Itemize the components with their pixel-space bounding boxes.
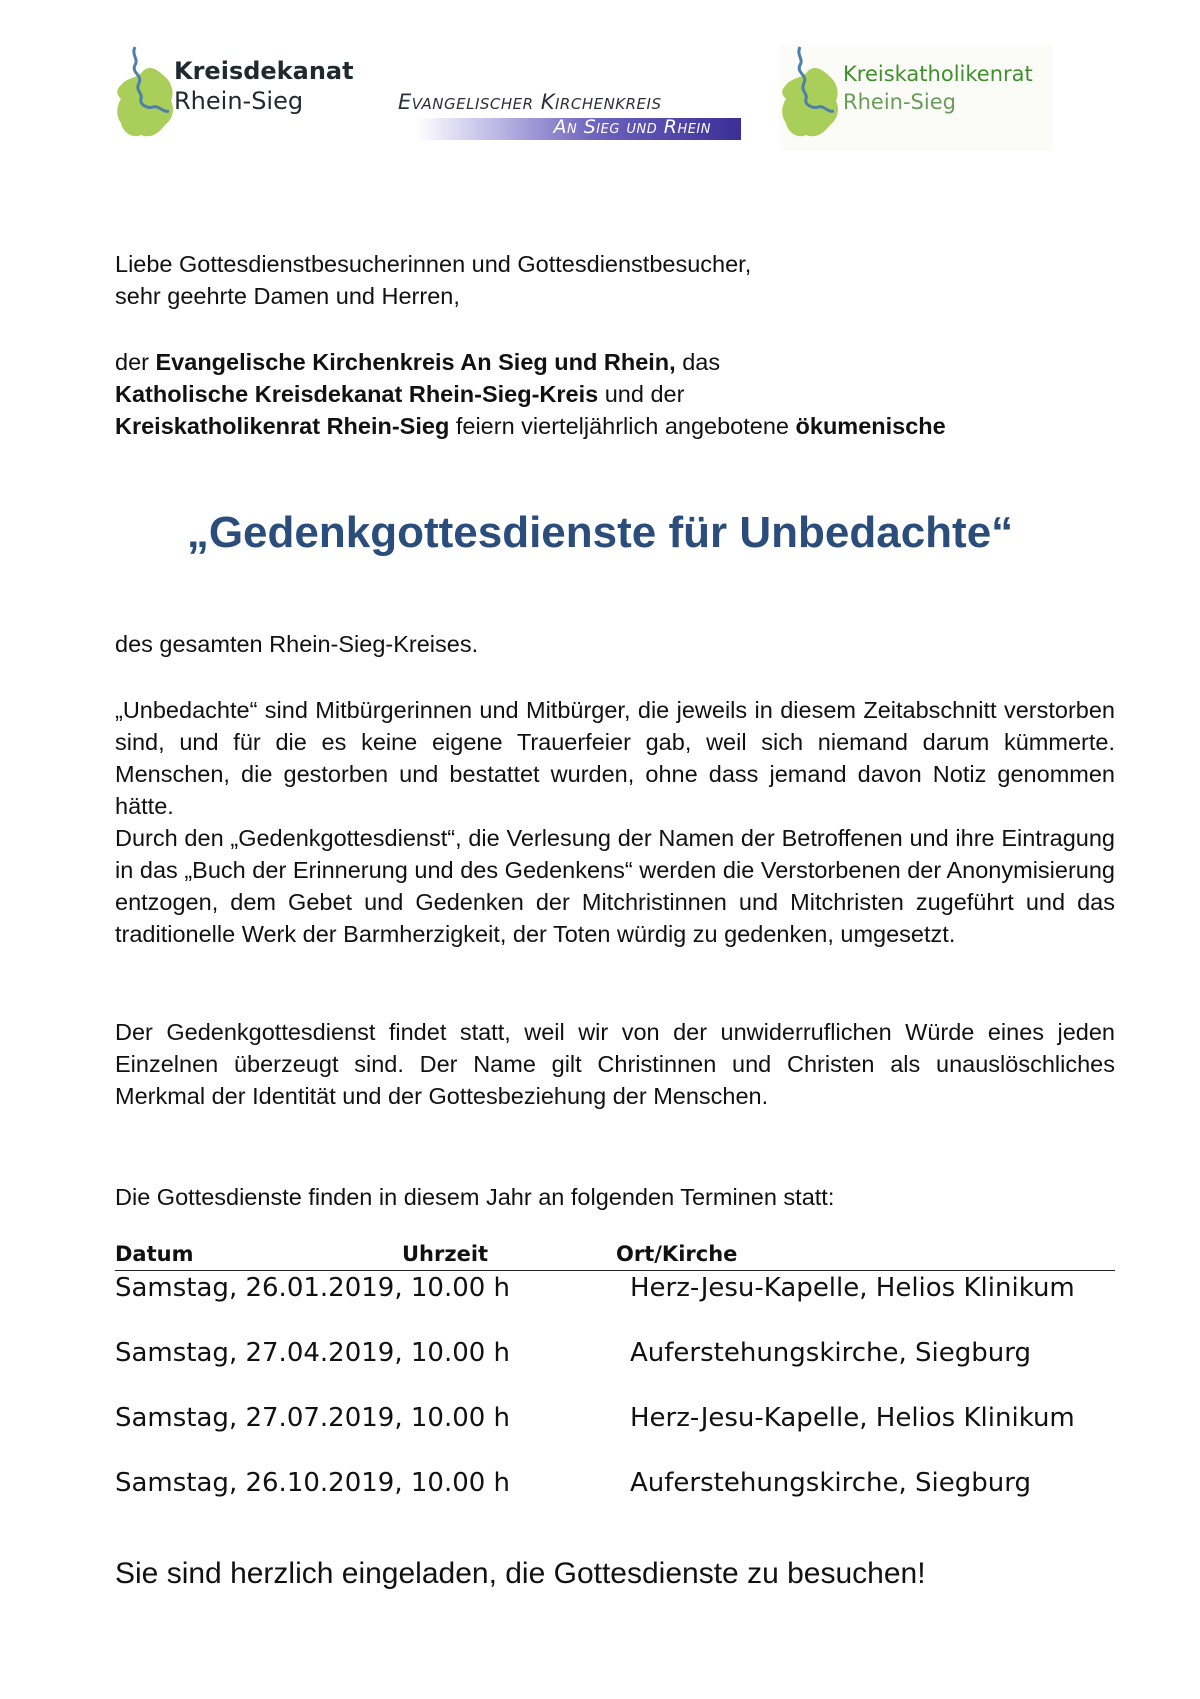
intro-bold-oekumenische: ökumenische — [795, 413, 946, 439]
region-map-icon — [780, 45, 846, 150]
service-place: Herz-Jesu-Kapelle, Helios Klinikum — [630, 1403, 1075, 1433]
service-place: Herz-Jesu-Kapelle, Helios Klinikum — [630, 1273, 1075, 1303]
table-row — [115, 1336, 1115, 1401]
kreisdekanat-name-line1: Kreisdekanat — [174, 57, 354, 85]
service-place: Auferstehungskirche, Siegburg — [630, 1338, 1031, 1368]
kirchenkreis-logo — [398, 88, 743, 144]
intro-bold-kreisdekanat: Katholische Kreisdekanat Rhein-Sieg-Kreis — [115, 381, 599, 407]
intro-bold-katholikenrat: Kreiskatholikenrat Rhein-Sieg — [115, 413, 450, 439]
kreisdekanat-name — [174, 56, 354, 116]
service-datetime: Samstag, 27.07.2019, 10.00 h — [115, 1403, 511, 1433]
header-date: Datum — [115, 1242, 194, 1266]
katholikenrat-name-line1: Kreiskatholikenrat — [843, 62, 1033, 86]
closing-invitation: Sie sind herzlich eingeladen, die Gottesdienste zu besuchen! — [115, 1557, 926, 1590]
intro-bold-kirchenkreis: Evangelische Kirchenkreis An Sieg und Rhein, — [155, 349, 676, 375]
paragraph-unbedachte-part2: Durch den „Gedenkgottesdienst“, die Verlesung der Namen der Betroffenen und ihre Eintragung in das „Buch der Erinnerung und des Gedenkens“ werden die Verstorbenen der Anonymisierung entzogen, dem Gebet und Gedenken der Mitchristinnen und Mitchristen zugeführt und das traditionelle Werk der Barmherzigkeit, der Toten würdig zu gedenken, umgesetzt. — [115, 825, 1115, 947]
header-place: Ort/Kirche — [616, 1242, 738, 1266]
kirchenkreis-name: Evangelischer Kirchenkreis — [398, 90, 662, 114]
greeting-line-2: sehr geehrte Damen und Herren, — [115, 283, 460, 309]
region-map-icon — [113, 43, 183, 153]
katholikenrat-name-line2: Rhein-Sieg — [843, 90, 956, 114]
table-row — [115, 1401, 1115, 1466]
intro-text-3: und der — [598, 381, 685, 407]
page-title: „Gedenkgottesdienste für Unbedachte“ — [186, 508, 1014, 557]
paragraph-unbedachte-part1: „Unbedachte“ sind Mitbürgerinnen und Mitbürger, die jeweils in diesem Zeitabschnitt verstorben sind, und für die es keine eigene Trauerfeier gab, weil sich niemand darum kümmerte. Menschen, die gestorben und bestattet wurden, ohne dass jemand davon Notiz genommen hätte. — [115, 697, 1115, 819]
greeting-line-1: Liebe Gottesdienstbesucherinnen und Gottesdienstbesucher, — [115, 251, 752, 277]
katholikenrat-logo — [780, 45, 1053, 150]
kirchenkreis-subtitle: An Sieg und Rhein — [553, 116, 711, 138]
table-row — [115, 1271, 1115, 1336]
dates-intro: Die Gottesdienste finden in diesem Jahr an folgenden Terminen statt: — [115, 1184, 835, 1210]
service-datetime: Samstag, 27.04.2019, 10.00 h — [115, 1338, 511, 1368]
intro-paragraph — [115, 346, 1115, 442]
katholikenrat-name — [843, 60, 1033, 116]
intro-text-1: der — [115, 349, 156, 375]
kreisdekanat-name-line2: Rhein-Sieg — [174, 87, 304, 115]
service-place: Auferstehungskirche, Siegburg — [630, 1468, 1031, 1498]
service-datetime: Samstag, 26.10.2019, 10.00 h — [115, 1468, 511, 1498]
greeting — [115, 248, 1115, 312]
header-time: Uhrzeit — [402, 1242, 489, 1266]
table-row — [115, 1466, 1115, 1531]
schedule-header-row — [115, 1241, 1115, 1271]
intro-text-4: feiern vierteljährlich angebotene — [449, 413, 796, 439]
paragraph-dignity: Der Gedenkgottesdienst findet statt, weil wir von der unwiderruflichen Würde eines jeden Einzelnen überzeugt sind. Der Name gilt Christinnen und Christen als unauslöschliches Merkmal der Identität und der Gottesbeziehung der Menschen. — [115, 1019, 1115, 1109]
intro-text-2: das — [675, 349, 721, 375]
kreisdekanat-logo — [113, 43, 353, 153]
paragraph-unbedachte — [115, 694, 1115, 950]
region-text: des gesamten Rhein-Sieg-Kreises. — [115, 631, 479, 657]
schedule-table — [115, 1241, 1115, 1531]
service-datetime: Samstag, 26.01.2019, 10.00 h — [115, 1273, 511, 1303]
